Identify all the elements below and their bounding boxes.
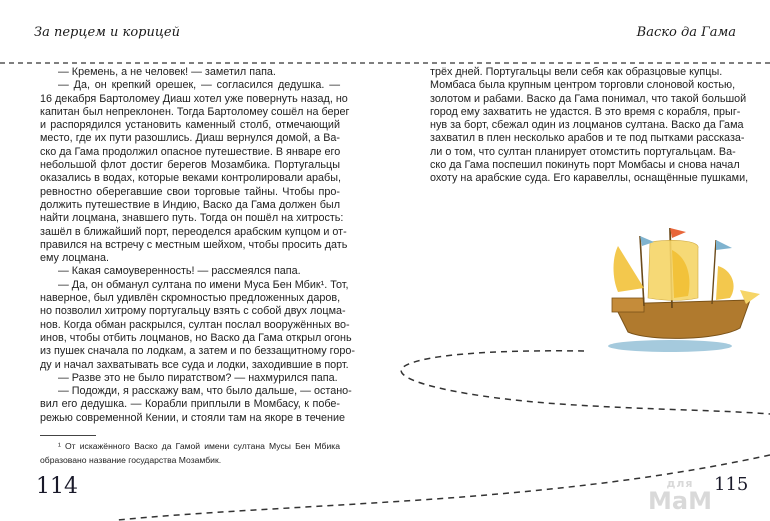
text-line: трёх дней. Португальцы вели себя как образцовые купцы. <box>430 66 723 78</box>
text-line: и распорядился установить каменный столб, отмечающий <box>40 119 340 132</box>
text-line: — Да, он крепкий орешек, — согласился дедушка. — <box>58 79 340 92</box>
footnote-line: образовано название государства Мозамбик. <box>40 455 222 465</box>
text-line: — Кремень, а не человек! — заметил папа. <box>58 66 276 78</box>
page-number-right: 115 <box>714 474 749 495</box>
text-line: наверное, был удивлён скромностью предложенных даров, <box>40 292 341 305</box>
text-line: оказались в водах, которые веками контролировали арабы, <box>40 172 342 185</box>
footnote-line: ¹ От искажённого Васко да Гамой имени султана Мусы Бен Мбика <box>58 441 340 451</box>
text-line: из пушек сначала по лодкам, а затем и по беззащитному горо- <box>40 345 355 358</box>
text-line: ско да Гама поспешил покинуть порт Момбасы и снова начал <box>430 159 740 172</box>
text-line: должить путешествие в Индию, Васко да Гама должен был <box>40 198 340 211</box>
text-line: ско да Гама продолжил опасное путешествие. В январе его <box>40 145 341 158</box>
text-line: зашёл в ближайший порт, переоделся арабским купцом и от- <box>40 225 347 238</box>
text-line: — Разве это не было пиратством? — нахмурился папа. <box>58 371 338 384</box>
text-line: — Подожди, я расскажу вам, что было дальше, — остано- <box>58 385 352 398</box>
text-line: инов, чтобы отбить лоцманов, но Васко да Гама открыл огонь <box>40 331 352 344</box>
text-line: охоту на арабские суда. Его каравеллы, оснащённые пушками, <box>430 172 749 185</box>
text-line: — Какая самоуверенность! — рассмеялся папа. <box>58 265 301 278</box>
running-header-right: Васко да Гама <box>636 25 736 40</box>
text-line: найти лоцмана, знавшего путь. Тогда он пошёл на хитрость: <box>40 212 344 225</box>
text-line: 16 декабря Бартоломеу Диаш хотел уже повернуть назад, но <box>40 92 348 105</box>
text-line: — Да, он обманул султана по имени Муса Бен Мбик¹. Тот, <box>58 278 349 291</box>
watermark-logo: для МаМ <box>648 477 712 515</box>
text-line: ему лоцмана. <box>40 252 109 265</box>
text-line: золотом и рабами. Васко да Гама понимал, что такой большой <box>430 92 747 105</box>
text-line: нов. Когда обман раскрылся, султан послал вооружённых во- <box>40 318 350 331</box>
route-line-upper <box>401 351 770 414</box>
text-line: капитан был непреклонен. Тогда Бартоломеу сошёл на берег <box>40 105 350 118</box>
text-line: правился на встречу с местным шейхом, чтобы просить дать <box>40 238 348 251</box>
text-line: захватил в плен несколько арабов и те под пытками рассказа- <box>430 132 745 145</box>
text-line: режью современной Кении, и стояли там на якоре в течение <box>40 411 346 424</box>
text-line: город ему захватить не удастся. В это время с корабля, прыг- <box>430 105 741 118</box>
text-line: Момбаса была крупным центром торговли слоновой костью, <box>430 79 736 92</box>
text-line: но позволил хитрому португальцу взять с собой двух лоцма- <box>40 305 346 318</box>
text-line: ли о том, что султан планирует отомстить португальцам. Ва- <box>430 145 736 158</box>
text-line: ревностно оберегавшие свои торговые тайны. Чтобы про- <box>40 185 340 198</box>
running-header-left: За перцем и корицей <box>34 25 180 40</box>
text-line: место, где их пути разошлись. Диаш вернулся домой, а Ва- <box>40 132 340 145</box>
text-line: ду и начал захватывать все суда и лодки, заходившие в порт. <box>40 358 349 371</box>
page-number-left: 114 <box>36 474 78 499</box>
caravel-ship-illustration <box>608 228 760 352</box>
text-line: нув за борт, сбежал один из лоцманов султана. Васко да Гама <box>430 119 744 132</box>
text-line: небольшой флот достиг берегов Мозамбика. Португальцы <box>40 159 340 172</box>
text-line: вил его дедушка. — Корабли приплыли в Момбасу, к побе- <box>40 398 340 411</box>
